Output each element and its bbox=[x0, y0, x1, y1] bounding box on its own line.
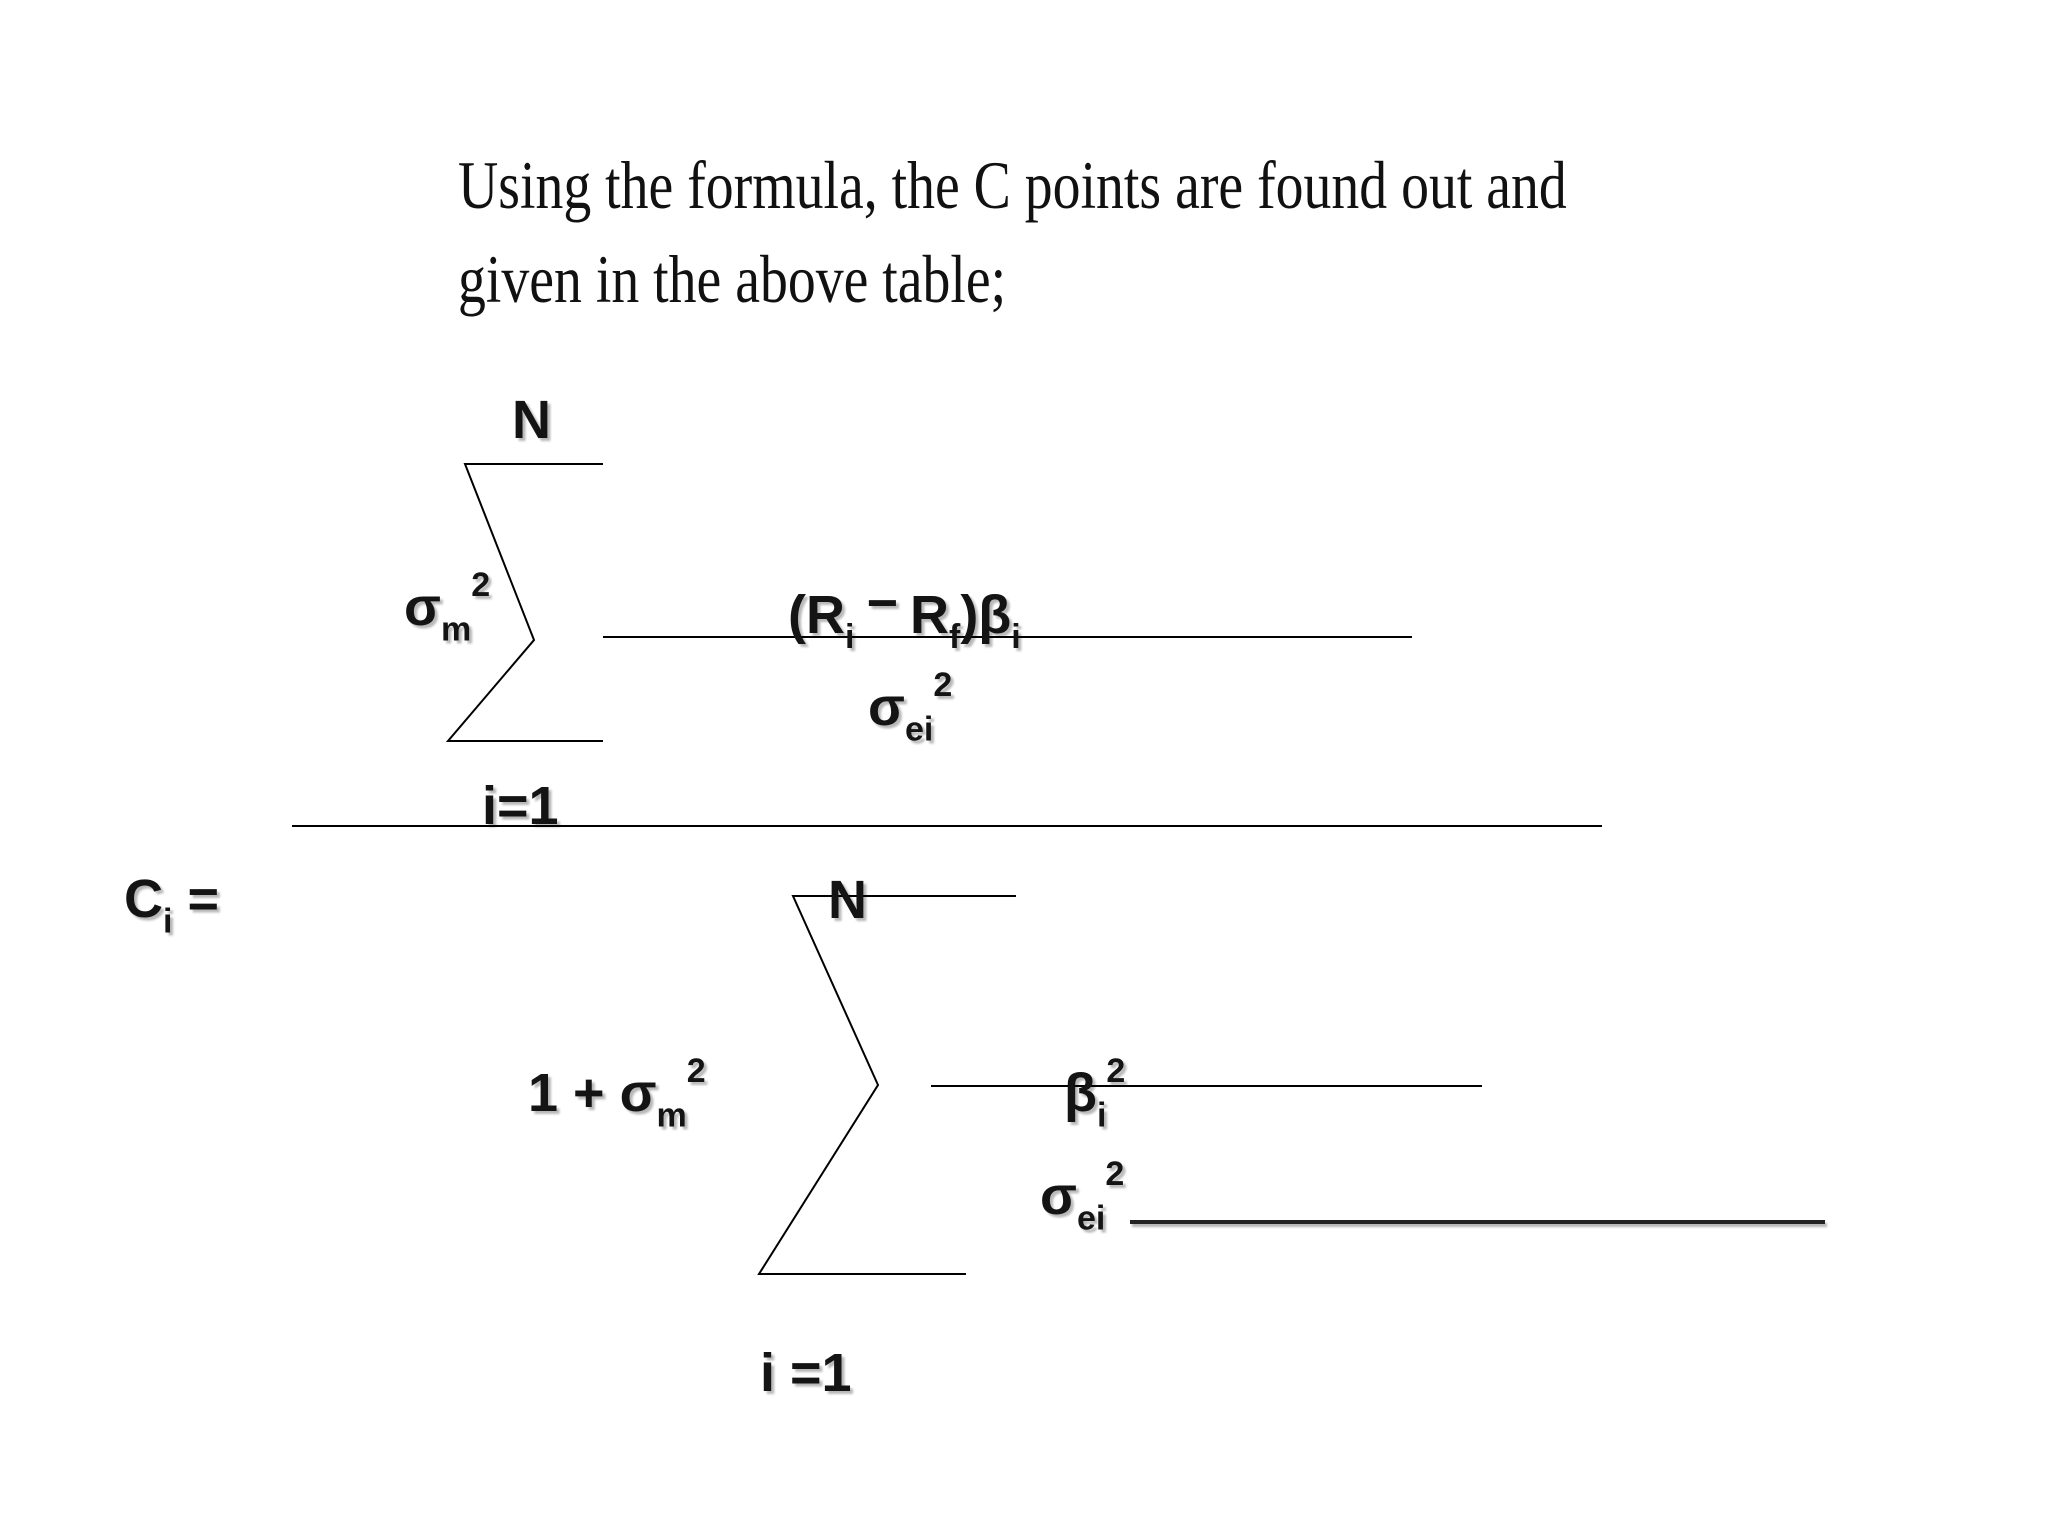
denominator-one-plus-sigma: $1 + \sigma_m^2$ bbox=[528, 1052, 706, 1135]
denominator-beta-squared: $\beta_i^2$ bbox=[1064, 1052, 1126, 1135]
numerator-sigma-m-squared: $\sigma_m^2$ bbox=[404, 566, 491, 649]
intro-line-1: Using the formula, the C points are found out and bbox=[458, 147, 1567, 223]
numerator-term-bottom: $\sigma_{ei}^2$ bbox=[868, 666, 953, 749]
denominator-sum-upper: N bbox=[828, 870, 867, 930]
numerator-term-top: $(R_i- R_f)\beta_i$ bbox=[788, 573, 1021, 657]
numerator-sum-upper: N bbox=[512, 390, 551, 450]
lhs-ci: $C_i$ = bbox=[124, 869, 220, 941]
numerator-sum-lower: i=1 bbox=[482, 776, 559, 836]
denominator-sum-lower: i =1 bbox=[760, 1343, 852, 1403]
denominator-sigma-ei-squared: $\sigma_{ei}^2$ bbox=[1040, 1155, 1125, 1238]
intro-line-2: given in the above table; bbox=[458, 241, 1007, 317]
